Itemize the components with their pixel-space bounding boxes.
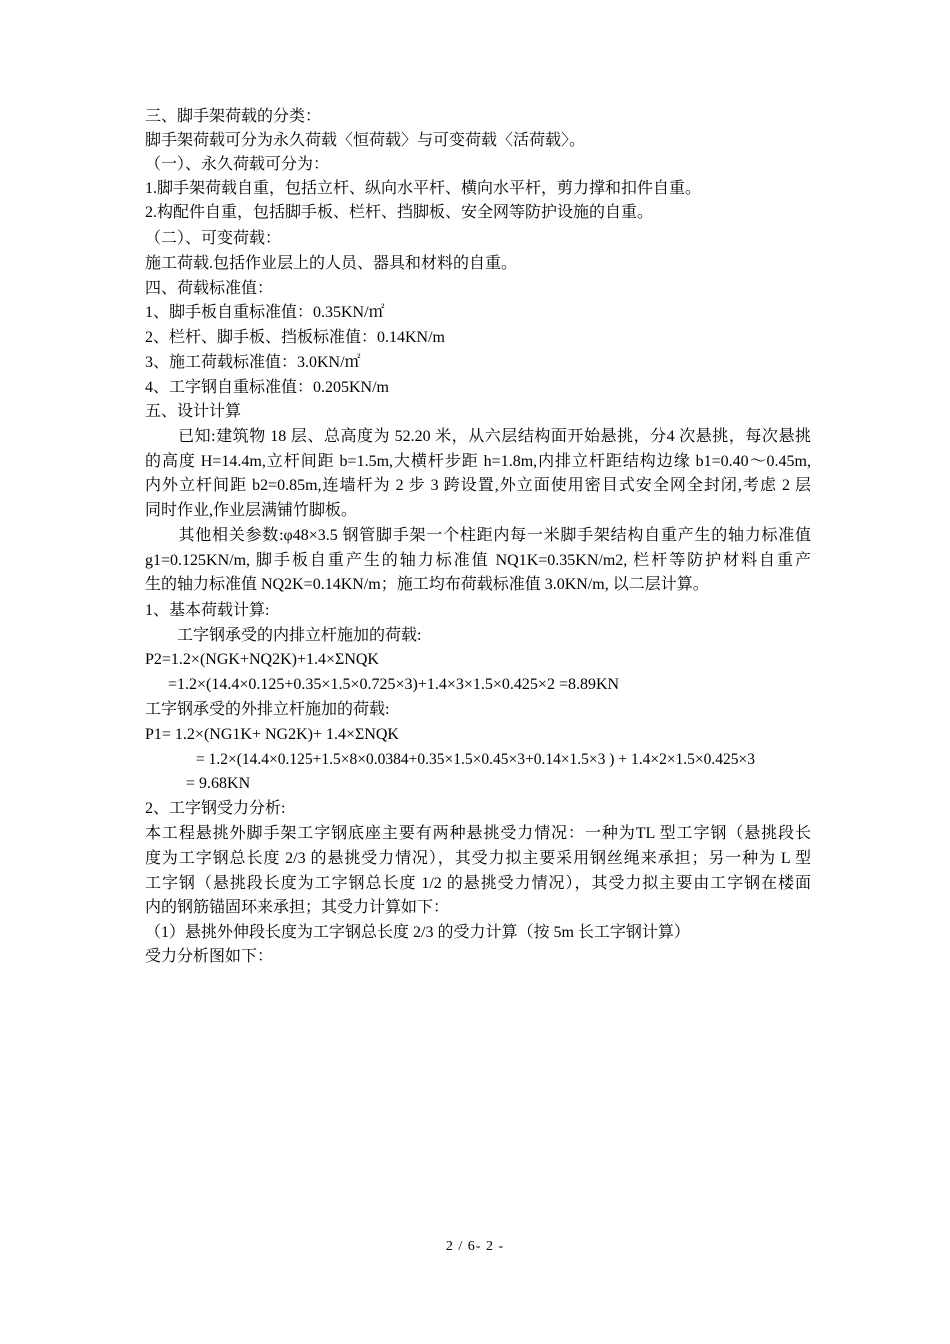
list-item: 2、栏杆、脚手板、挡板标准值：0.14KN/m bbox=[145, 329, 446, 346]
paragraph-line: 内的钢筋锚固环来承担；其受力计算如下： bbox=[145, 899, 450, 916]
list-item: 4、工字钢自重标准值：0.205KN/m bbox=[145, 379, 390, 396]
paragraph-line: （1）悬挑外伸段长度为工字钢总长度 2/3 的受力计算（按 5m 长工字钢计算） bbox=[145, 924, 690, 941]
formula-line: =1.2×(14.4×0.125+0.35×1.5×0.725×3)+1.4×3×1.5×0.425×2 =8.89KN bbox=[168, 676, 620, 693]
paragraph-line: 脚手架荷载可分为永久荷载〈恒荷载〉与可变荷载〈活荷载〉。 bbox=[145, 132, 586, 149]
formula-result: = 9.68KN bbox=[186, 775, 251, 792]
paragraph-line: 生的轴力标准值 NQ2K=0.14KN/m；施工均布荷载标准值 3.0KN/m, 以二层计算。 bbox=[145, 576, 709, 593]
paragraph-line: 本工程悬挑外脚手架工字钢底座主要有两种悬挑受力情况：一种为TL 型工字钢（悬挑段长 bbox=[145, 825, 811, 842]
list-item: 1、脚手板自重标准值：0.35KN/㎡ bbox=[145, 304, 385, 321]
paragraph-line: 工字钢承受的内排立杆施加的荷载: bbox=[145, 627, 422, 644]
subsection-heading: （一）、永久荷载可分为： bbox=[145, 156, 330, 173]
paragraph-line: 的高度 H=14.4m,立杆间距 b=1.5m,大横杆步距 h=1.8m,内排立杆距结构边缘 b1=0.40～0.45m, bbox=[145, 453, 811, 470]
paragraph-line: g1=0.125KN/m, 脚手板自重产生的轴力标准值 NQ1K=0.35KN/m2, 栏杆等防护材料自重产 bbox=[145, 552, 811, 569]
list-item: 2.构配件自重，包括脚手板、栏杆、挡脚板、安全网等防护设施的自重。 bbox=[145, 204, 654, 221]
paragraph-line: 已知:建筑物 18 层、总高度为 52.20 米，从六层结构面开始悬挑，分4 次悬挑，每次悬挑 bbox=[145, 428, 811, 445]
formula-line: P2=1.2×(NGK+NQ2K)+1.4×ΣNQK bbox=[145, 651, 379, 668]
subsection-heading: （二）、可变荷载： bbox=[145, 230, 282, 247]
paragraph-line: 内外立杆间距 b2=0.85m,连墙杆为 2 步 3 跨设置,外立面使用密目式安全网全封闭,考虑 2 层 bbox=[145, 477, 811, 494]
list-item: 1.脚手架荷载自重，包括立杆、纵向水平杆、横向水平杆，剪力撑和扣件自重。 bbox=[145, 180, 702, 197]
section-3-heading: 三、脚手架荷载的分类： bbox=[145, 108, 322, 125]
section-5-heading: 五、设计计算 bbox=[145, 403, 242, 420]
paragraph-line: 同时作业,作业层满铺竹脚板。 bbox=[145, 502, 358, 519]
formula-line: P1= 1.2×(NG1K+ NG2K)+ 1.4×ΣNQK bbox=[145, 726, 399, 743]
paragraph-line: 工字钢承受的外排立杆施加的荷载: bbox=[145, 701, 390, 718]
subsection-heading: 1、基本荷载计算: bbox=[145, 602, 270, 619]
paragraph-line: 受力分析图如下： bbox=[145, 948, 274, 965]
formula-line: = 1.2×(14.4×0.125+1.5×8×0.0384+0.35×1.5×0.45×3+0.14×1.5×3 ) + 1.4×2×1.5×0.425×3 bbox=[196, 751, 756, 768]
section-4-heading: 四、荷载标准值： bbox=[145, 280, 274, 297]
paragraph-line: 施工荷载.包括作业层上的人员、器具和材料的自重。 bbox=[145, 255, 518, 272]
subsection-heading: 2、工字钢受力分析: bbox=[145, 800, 286, 817]
paragraph-line: 其他相关参数:φ48×3.5 钢管脚手架一个柱距内每一米脚手架结构自重产生的轴力标准值 bbox=[145, 527, 811, 544]
paragraph-line: 工字钢（悬挑段长度为工字钢总长度 1/2 的悬挑受力情况），其受力拟主要由工字钢在楼面 bbox=[145, 875, 811, 892]
page-number: 2 / 6- 2 - bbox=[445, 1239, 505, 1254]
list-item: 3、施工荷载标准值：3.0KN/㎡ bbox=[145, 354, 361, 371]
paragraph-line: 度为工字钢总长度 2/3 的悬挑受力情况），其受力拟主要采用钢丝绳来承担；另一种为 L 型 bbox=[145, 850, 811, 867]
